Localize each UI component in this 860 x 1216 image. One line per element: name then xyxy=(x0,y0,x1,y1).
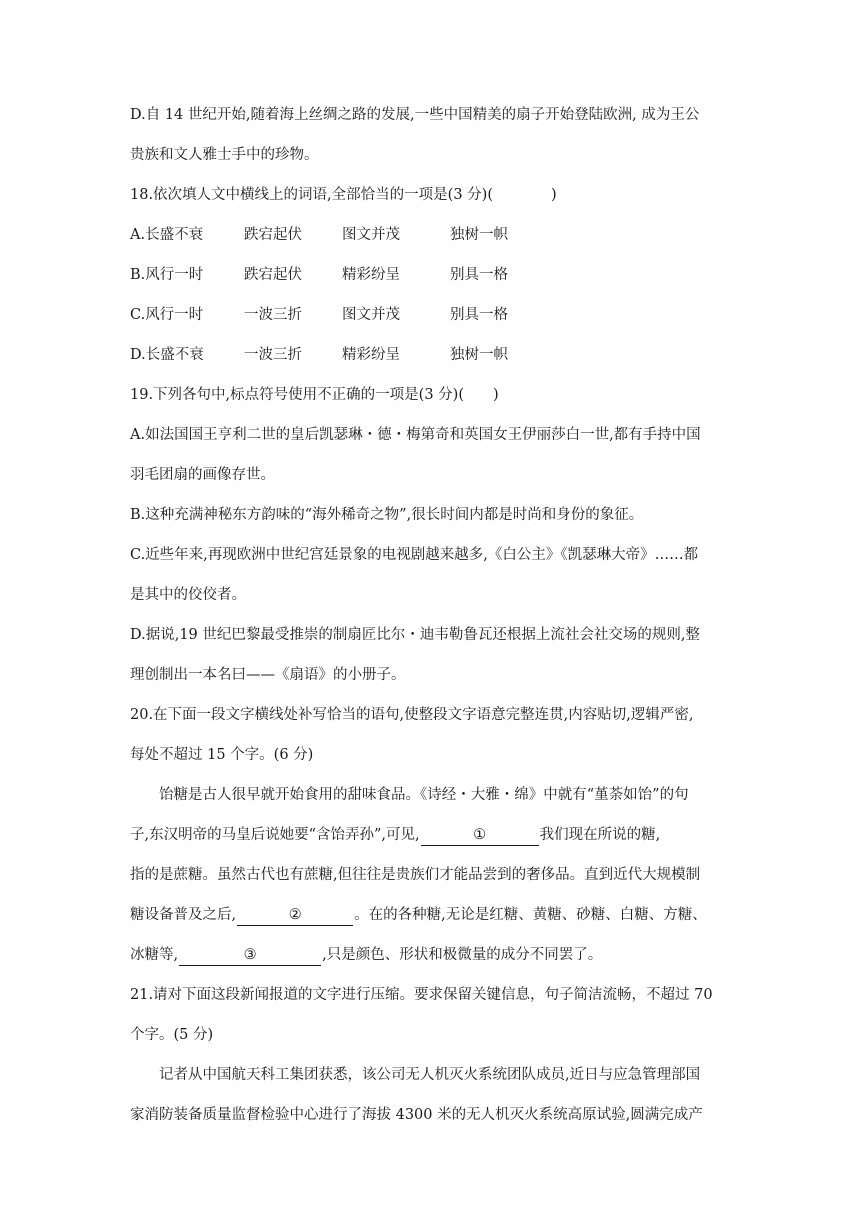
q18-a-word3: 图文并茂 xyxy=(342,227,400,243)
q19-option-a-line2: 羽毛团扇的画像存世。 xyxy=(130,467,275,483)
q18-a-word2: 跌宕起伏 xyxy=(244,227,302,243)
q18-option-d xyxy=(130,335,730,375)
q17-option-d-line1: D.自 14 世纪开始,随着海上丝绸之路的发展,一些中国精美的扇子开始登陆欧洲, 成为王公 xyxy=(130,107,700,123)
q20-passage-line4: 糖设备普及之后, ② 。在的各种糖,无论是红糖、黄糖、砂糖、白糖、方糖、 xyxy=(130,895,730,935)
q17-option-d-line2: 贵族和文人雅士手中的珍物。 xyxy=(130,147,319,163)
q18-b-word3: 精彩纷呈 xyxy=(342,267,400,283)
q18-a-word1: A.长盛不衰 xyxy=(130,227,204,243)
q19-option-a-line1: A.如法国国王亨利二世的皇后凯瑟琳・德・梅第奇和英国女王伊丽莎白一世,都有手持中国 xyxy=(130,427,701,443)
q21-passage-line2: 家消防装备质量监督检验中心进行了海拔 4300 米的无人机灭火系统高原试验,圆满完成产 xyxy=(130,1107,703,1123)
q20-passage-line5: 冰糖等, ③ ,只是颜色、形状和极微量的成分不同罢了。 xyxy=(130,935,730,975)
q18-option-b xyxy=(130,255,730,295)
q18-c-word4: 别具一格 xyxy=(450,307,508,323)
q20-passage-line1: 饴糖是古人很早就开始食用的甜味食品。《诗经・大雅・绵》中就有“堇荼如饴”的句 xyxy=(159,787,689,803)
q20-stem-line2: 每处不超过 15 个字。(6 分) xyxy=(130,747,314,763)
q18-d-word4: 独树一帜 xyxy=(450,347,508,363)
q18-d-word3: 精彩纷呈 xyxy=(342,347,400,363)
q19-option-d-line2: 理创制出一本名曰——《扇语》的小册子。 xyxy=(130,667,406,683)
q19-stem: 19.下列各句中,标点符号使用不正确的一项是(3 分)( ) xyxy=(130,387,499,403)
q20-stem-line1: 20.在下面一段文字横线处补写恰当的语句,使整段文字语意完整连贯,内容贴切,逻辑严密, xyxy=(130,707,694,723)
q18-b-word4: 别具一格 xyxy=(450,267,508,283)
q19-option-c-line2: 是其中的佼佼者。 xyxy=(130,587,246,603)
q20-blank-2[interactable]: ② xyxy=(237,905,353,926)
q20-passage-line2: 子,东汉明帝的马皇后说她要“含饴弄孙”,可见, ① 我们现在所说的糖, xyxy=(130,815,730,855)
q18-d-word1: D.长盛不衰 xyxy=(130,347,204,363)
q19-option-b: B.这种充满神秘东方韵味的“海外稀奇之物”,很长时间内都是时尚和身份的象征。 xyxy=(130,507,644,523)
q18-d-word2: 一波三折 xyxy=(244,347,302,363)
q18-stem: 18.依次填人文中横线上的词语,全部恰当的一项是(3 分)( ) xyxy=(130,187,557,203)
q18-option-c xyxy=(130,295,730,335)
q21-stem-line2: 个字。(5 分) xyxy=(130,1027,214,1043)
q21-passage-line1: 记者从中国航天科工集团获悉，该公司无人机灭火系统团队成员,近日与应急管理部国 xyxy=(159,1067,701,1083)
q18-option-a xyxy=(130,215,730,255)
q18-c-word2: 一波三折 xyxy=(244,307,302,323)
q18-c-word1: C.风行一时 xyxy=(130,307,204,323)
q18-b-word1: B.风行一时 xyxy=(130,267,204,283)
q20-blank-1[interactable]: ① xyxy=(421,825,539,846)
q18-c-word3: 图文并茂 xyxy=(342,307,400,323)
q20-passage-line3: 指的是蔗糖。虽然古代也有蔗糖,但往往是贵族们才能品尝到的奢侈品。直到近代大规模制 xyxy=(130,867,701,883)
exam-page xyxy=(130,95,730,1135)
q19-option-d-line1: D.据说,19 世纪巴黎最受推崇的制扇匠比尔・迪韦勒鲁瓦还根据上流社会社交场的规则,整 xyxy=(130,627,700,643)
q18-b-word2: 跌宕起伏 xyxy=(244,267,302,283)
q18-a-word4: 独树一帜 xyxy=(450,227,508,243)
q20-blank-3[interactable]: ③ xyxy=(179,945,321,966)
q19-option-c-line1: C.近些年来,再现欧洲中世纪宫廷景象的电视剧越来越多,《白公主》《凯瑟琳大帝》……都 xyxy=(130,547,699,563)
q21-stem-line1: 21.请对下面这段新闻报道的文字进行压缩。要求保留关键信息，句子简洁流畅，不超过 70 xyxy=(130,987,713,1003)
